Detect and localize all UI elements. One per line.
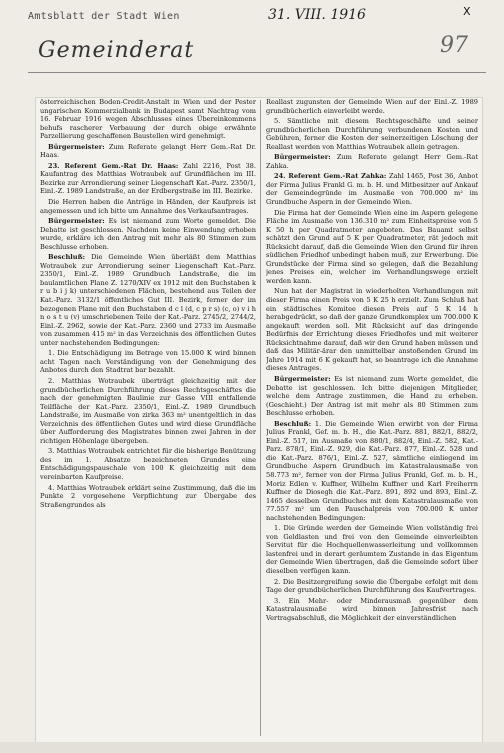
newspaper-stamp: Amtsblatt der Stadt Wien bbox=[28, 11, 180, 22]
resolution-label: Beschluß: bbox=[274, 419, 312, 428]
resolution: Beschluß: 1. Die Gemeinde Wien erwirbt von der Firma Julius Frankl, Gef. m. b. H., die Kat.-Parz. 881, 882/1, 882/2, Einl.-Z. 517, im Ausmaße von 880/1, 882/4, Einl.-Z. 582, Kat.-Parz. 878/1, Einl.-Z. 929, die Kat.-Parz. 877, Einl.-Z. 528 und die Kat.-Parz. 876/1, Einl.-Z. 527, sämtliche einliegend im Grundbuche Aspern Grundbuch im Katastralausmaße von 58.773 m², ferner von der Firma Julius Frankl, Gef. m. b. H., Moriz Edlen v. Kuffner, Wilhelm Kuffner und Karl Freiherrn Kuffner de Diosegh die Kat.-Parz. 891, 892 und 893, Einl.-Z. 1465 desselben Grundbuches mit dem Katastralausmaße von 77.557 m² um den Pauschalpreis von 700.000 K unter nachstehenden Bedingungen: bbox=[266, 419, 478, 522]
paragraph: österreichischen Boden-Credit-Anstalt in Wien und der Pester ungarischen Kommerzialbank in Budapest samt Nachtrag vom 16. Februar 1916 wegen Abschlusses eines Übereinkommens behufs rascherer Verbauung der durch obige erwähnte Parzellierung geschaffenen Baustellen wird genehmigt. bbox=[40, 98, 256, 141]
paragraph: Die Herren haben die Anträge in Händen, der Kaufpreis ist angemessen und ich bitte um Annahme des Verkaufsantrages. bbox=[40, 198, 256, 215]
condition: 2. Die Besitzergreifung sowie die Übergabe erfolgt mit dem Tage der grundbücherlichen Durchführung des Kaufvertrages. bbox=[266, 577, 478, 595]
header-rule bbox=[28, 72, 486, 73]
paragraph: Bürgermeister: Zum Referate gelangt Herr Gem.-Rat Zahka. bbox=[266, 153, 478, 170]
speaker-label: 23. Referent Gem.-Rat Dr. Haas: bbox=[48, 161, 179, 170]
condition: 3. Ein Mehr- oder Minderausmaß gegenüber dem Katastralausmaße wird binnen Jahresfrist nach Vertragsabschluß, die Möglichkeit der einverständlichen bbox=[266, 596, 478, 622]
speaker-label: Bürgermeister: bbox=[274, 374, 331, 383]
paragraph: Nun hat der Magistrat in wiederholten Verhandlungen mit dieser Firma einen Preis von 5 K 25 h erzielt. Zum Schluß hat ein städtisches Komitee diesen Preis auf 5 K 14 h herabgedrückt, so daß der ganze Grundkomplex um 700.000 K angekauft werden soll. Mit Rücksicht auf das dringende Bedürfnis der Errichtung dieses Friedhofes und mit weiterer Rücksichtnahme darauf, daß wir den Grund haben müssen und daß das Militär-ärar den unmittelbar anstoßenden Grund im Jahre 1914 mit 6 K gekauft hat, so beantrage ich die Annahme dieses Antrages. bbox=[266, 287, 478, 373]
paragraph: Bürgermeister: Es ist niemand zum Worte gemeldet, die Debatte ist geschlossen. Ich bitte diejenigen Mitglieder, welche dem Antrage zustimmen, die Hand zu erheben. (Geschieht.) Der Antrag ist mit mehr als 80 Stimmen zum Beschlusse erhoben. bbox=[266, 374, 478, 418]
paragraph: 5. Sämtliche mit diesem Rechtsgeschäfte und seiner grundbücherlichen Durchführung verbundenen Kosten und Gebühren, ferner die Kosten der seinerzeitigen Löschung der Reallast werden von Matthias Wotraubek allein getragen. bbox=[266, 117, 478, 151]
agenda-item: 23. Referent Gem.-Rat Dr. Haas: Zahl 2216, Post 38. Kaufantrag des Matthias Wotraubek auf Grundflächen im III. Bezirke zur Arrondierung seiner Liegenschaft Kat.-Parz. 2350/1, Einl.-Z. 1989 Landstraße, an der Erdbergstraße im III. Bezirke. bbox=[40, 161, 256, 196]
condition: 3. Matthias Wotraubek entrichtet für die bisherige Benützung des im 1. Absatze bezeichneten Grundes eine Entschädigungspauschale von 100 K gleichzeitig mit dem vereinbarten Kaufpreise. bbox=[40, 447, 256, 481]
resolution: Beschluß: Die Gemeinde Wien überläßt dem Matthias Wotraubek zur Arrondierung seiner Liegenschaft Kat.-Parz. 2350/1, Einl.-Z. 1989 Grundbuch Landstraße, die im baulamtlichen Plane Z. 1270/XIV ex 1912 mit den Buchstaben k r u b i j k) unterschiedenen Flächen, bestehend aus Teilen der Kat.-Parz. 3132/1 öffentliches Gut III. Bezirk, ferner der im bezogenen Plane mit den Buchstaben d c l (d, c p r s) (c, o) v i h n o s t u (v) umschriebenen Teile der Kat.-Parz. 2745/2, 2744/2, Einl.-Z. 2962, sowie der Kat.-Parz. 2360 und 2733 im Ausmaße von zusammen 415 m² in das Verzeichnis des öffentlichen Gutes unter nachstehenden Bedingungen: bbox=[40, 253, 256, 347]
condition: 1. Die Entschädigung im Betrage von 15.000 K wird binnen acht Tagen nach Verständigung von der Genehmigung des Anbotes durch den Stadtrat bar bezahlt. bbox=[40, 349, 256, 375]
left-column bbox=[40, 98, 256, 738]
condition: 2. Matthias Wotraubek überträgt gleichzeitig mit der grundbücherlichen Durchführung dieses Rechtsgeschäftes die nach der genehmigten Baulinie zur Gasse VIII entfallende Teilfläche der Kat.-Parz. 2350/1, Einl.-Z. 1989 Grundbuch Landstraße, im Ausmaße von zirka 363 m² unentgeltlich in das Verzeichnis des öffentlichen Gutes und wird diese Grundfläche über Aufforderung des Magistrates binnen zwei Jahren in der richtigen Höhenlage übergeben. bbox=[40, 376, 256, 445]
condition: 1. Die Gründe werden der Gemeinde Wien vollständig frei von Geldlasten und frei von den Gemeinde einverleibten Servitut für die Hochquellenwasserleitung und vollkommen lastenfrei und in derart geräumtem Zustande in das Eigentum der Gemeinde Wien übertragen, daß die Gemeinde sofort über dieselben verfügen kann. bbox=[266, 524, 478, 575]
newspaper-clipping bbox=[36, 98, 482, 742]
paragraph: Reallast zugunsten der Gemeinde Wien auf der Einl.-Z. 1989 grundbücherlich einverleibt werde. bbox=[266, 98, 478, 115]
right-column bbox=[266, 98, 478, 738]
paragraph: Bürgermeister: Es ist niemand zum Worte gemeldet. Die Debatte ist geschlossen. Nachdem keine Einwendung erhoben wurde, erkläre ich den Antrag mit mehr als 80 Stimmen zum Beschlusse erhoben. bbox=[40, 217, 256, 251]
speaker-label: 24. Referent Gem.-Rat Zahka: bbox=[274, 172, 387, 181]
speaker-label: Bürgermeister: bbox=[48, 217, 105, 226]
speaker-label: Bürgermeister: bbox=[274, 153, 331, 162]
page-edge bbox=[0, 742, 504, 753]
paragraph: Die Firma hat der Gemeinde Wien eine im Aspern gelegene Fläche im Ausmaße von 136.310 m² zum Einheitspreise von 5 K 50 h per Quadratmeter angeboten. Das Bauamt selbst schätzt den Grund auf 5 K per Quadratmeter, rät jedoch mit Rücksicht darauf, daß die Gemeinde Wien den Grund für ihren südlichen Friedhof unbedingt haben muß, zur Erwerbung. Die Grundstücke der Firma sind so gelegen, daß die Bezahlung jenes Preises ein, welcher im Verhandlungswege erzielt werden kann. bbox=[266, 208, 478, 285]
column-divider bbox=[260, 100, 261, 736]
handwritten-date: 31. VIII. 1916 bbox=[268, 7, 366, 23]
page-number: 97 bbox=[440, 33, 468, 58]
condition: 4. Matthias Wotraubek erklärt seine Zustimmung, daß die im Punkte 2 vorgesehene Verpflichtung zur Übergabe des Straßengrundes als bbox=[40, 483, 256, 509]
speaker-label: Bürgermeister: bbox=[48, 142, 105, 151]
handwritten-title: Gemeinderat bbox=[38, 38, 195, 63]
resolution-label: Beschluß: bbox=[48, 253, 86, 262]
agenda-item: 24. Referent Gem.-Rat Zahka: Zahl 1465, Post 36, Anbot der Firma Julius Frankl G. m. b. H. und Mitbesitzer auf Ankauf der Gemeindegründe im Ausmaße von 700.000 m² im Grundbuche Aspern in der Gemeinde Wien. bbox=[266, 172, 478, 207]
paragraph: Bürgermeister: Zum Referate gelangt Herr Gem.-Rat Dr. Haas. bbox=[40, 142, 256, 160]
corner-mark: X bbox=[463, 5, 471, 18]
